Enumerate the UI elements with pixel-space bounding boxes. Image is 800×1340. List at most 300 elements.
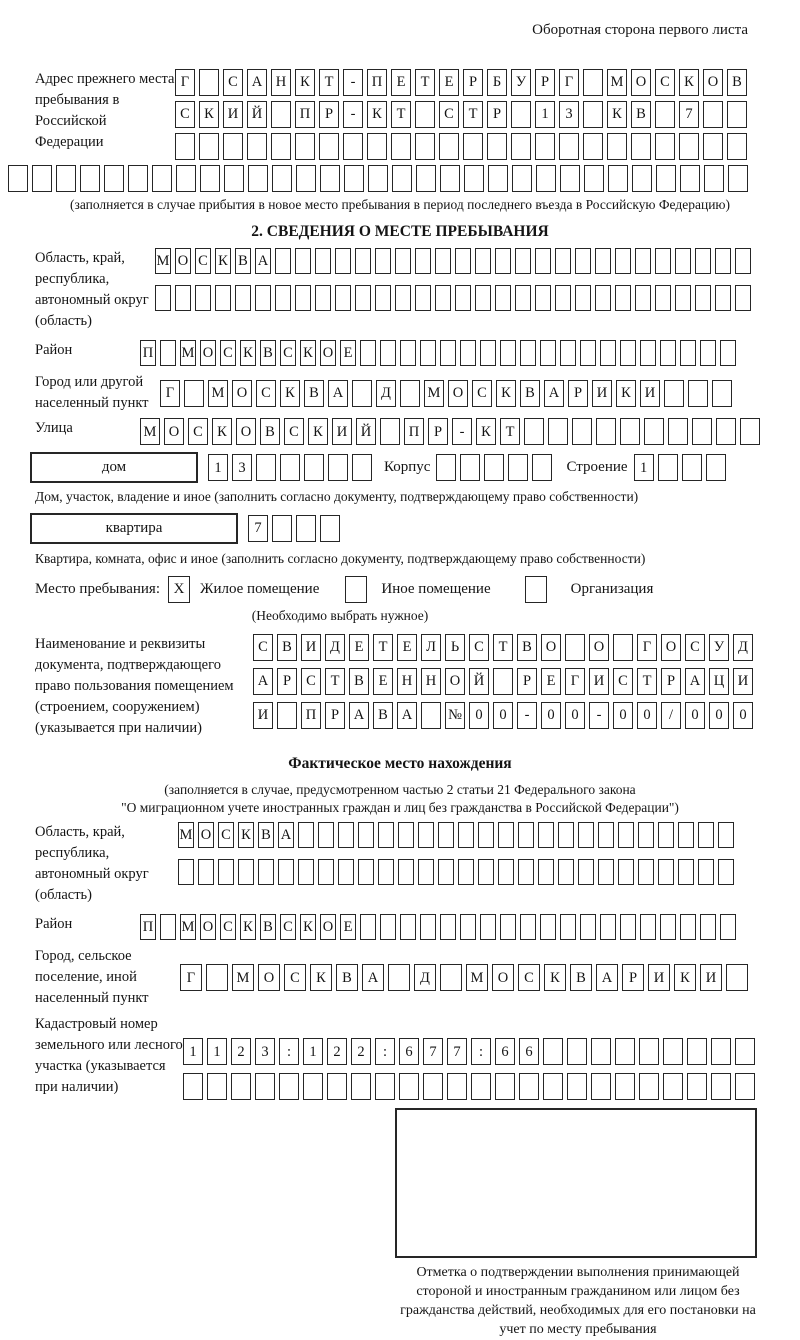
char-box[interactable]: - [343,101,363,128]
char-box[interactable]: Г [180,964,202,991]
char-box[interactable] [296,165,316,192]
char-box[interactable]: И [589,668,609,695]
char-box[interactable]: О [232,380,252,407]
char-box[interactable]: К [679,69,699,96]
char-box[interactable]: Т [637,668,657,695]
char-box[interactable]: В [349,668,369,695]
char-box[interactable]: 1 [634,454,654,481]
char-box[interactable] [663,1073,683,1100]
char-box[interactable] [277,702,297,729]
char-box[interactable]: Р [517,668,537,695]
char-box[interactable]: П [140,340,156,366]
char-box[interactable]: Т [415,69,435,96]
char-box[interactable] [567,1038,587,1065]
char-box[interactable]: - [517,702,537,729]
char-box[interactable]: М [178,822,194,848]
char-box[interactable]: 0 [637,702,657,729]
char-box[interactable] [400,914,416,940]
char-box[interactable] [235,285,251,311]
char-box[interactable] [223,133,243,160]
char-box[interactable]: Г [637,634,657,661]
char-box[interactable] [440,964,462,991]
char-box[interactable]: Н [397,668,417,695]
char-box[interactable] [380,914,396,940]
char-box[interactable] [200,165,220,192]
char-box[interactable] [295,285,311,311]
char-box[interactable]: С [472,380,492,407]
char-box[interactable]: К [300,340,316,366]
char-box[interactable]: 3 [232,454,252,481]
char-box[interactable] [495,248,511,274]
char-box[interactable] [720,914,736,940]
char-box[interactable]: В [570,964,592,991]
char-box[interactable]: В [631,101,651,128]
char-box[interactable] [706,454,726,481]
char-box[interactable] [447,1073,467,1100]
char-box[interactable]: К [476,418,496,445]
char-box[interactable] [298,822,314,848]
char-box[interactable] [735,1038,755,1065]
char-box[interactable] [640,914,656,940]
char-box[interactable] [608,165,628,192]
char-box[interactable] [644,418,664,445]
char-box[interactable]: Й [247,101,267,128]
char-box[interactable] [416,165,436,192]
char-box[interactable] [420,914,436,940]
char-box[interactable] [615,1073,635,1100]
char-box[interactable] [518,859,534,885]
char-box[interactable] [395,248,411,274]
char-box[interactable]: Т [500,418,520,445]
char-box[interactable] [615,248,631,274]
char-box[interactable] [620,418,640,445]
char-box[interactable] [538,859,554,885]
char-box[interactable] [367,133,387,160]
char-box[interactable] [618,822,634,848]
char-box[interactable] [436,454,456,481]
char-box[interactable] [543,1038,563,1065]
char-box[interactable] [400,340,416,366]
char-box[interactable] [275,285,291,311]
char-box[interactable] [271,133,291,160]
char-box[interactable] [183,1073,203,1100]
char-box[interactable] [663,1038,683,1065]
char-box[interactable]: И [700,964,722,991]
char-box[interactable]: В [520,380,540,407]
char-box[interactable]: О [445,668,465,695]
char-box[interactable]: 2 [327,1038,347,1065]
char-box[interactable] [128,165,148,192]
char-box[interactable] [271,101,291,128]
char-box[interactable] [415,101,435,128]
char-box[interactable] [595,285,611,311]
char-box[interactable] [80,165,100,192]
char-box[interactable]: П [404,418,424,445]
char-box[interactable] [735,285,751,311]
char-box[interactable]: 1 [183,1038,203,1065]
char-box[interactable]: У [709,634,729,661]
char-box[interactable] [718,822,734,848]
char-box[interactable]: Т [463,101,483,128]
char-box[interactable] [195,285,211,311]
char-box[interactable] [555,285,571,311]
char-box[interactable]: К [238,822,254,848]
char-box[interactable] [598,859,614,885]
char-box[interactable] [475,248,491,274]
char-box[interactable]: Г [175,69,195,96]
char-box[interactable] [728,165,748,192]
checkbox-residential[interactable]: X [168,576,190,603]
char-box[interactable]: 6 [519,1038,539,1065]
char-box[interactable]: О [258,964,280,991]
char-box[interactable] [303,1073,323,1100]
char-box[interactable] [438,822,454,848]
char-box[interactable] [532,454,552,481]
char-box[interactable]: Ь [445,634,465,661]
char-box[interactable]: Е [373,668,393,695]
char-box[interactable] [655,133,675,160]
char-box[interactable]: А [328,380,348,407]
char-box[interactable]: О [198,822,214,848]
char-box[interactable]: О [320,340,336,366]
char-box[interactable] [583,133,603,160]
char-box[interactable] [415,248,431,274]
char-box[interactable] [511,133,531,160]
char-box[interactable] [440,165,460,192]
char-box[interactable] [8,165,28,192]
char-box[interactable]: М [208,380,228,407]
char-box[interactable]: Е [397,634,417,661]
char-box[interactable]: А [349,702,369,729]
char-box[interactable] [463,133,483,160]
char-box[interactable] [712,380,732,407]
char-box[interactable] [280,454,300,481]
char-box[interactable] [555,248,571,274]
char-box[interactable]: Е [340,914,356,940]
char-box[interactable] [575,248,591,274]
char-box[interactable] [535,133,555,160]
char-box[interactable] [596,418,616,445]
char-box[interactable]: К [300,914,316,940]
char-box[interactable]: В [235,248,251,274]
char-box[interactable]: К [240,340,256,366]
char-box[interactable] [658,454,678,481]
char-box[interactable] [344,165,364,192]
char-box[interactable]: 0 [565,702,585,729]
char-box[interactable]: К [496,380,516,407]
char-box[interactable] [595,248,611,274]
char-box[interactable] [352,380,372,407]
char-box[interactable]: К [544,964,566,991]
char-box[interactable]: Е [439,69,459,96]
char-box[interactable]: 3 [559,101,579,128]
char-box[interactable]: С [439,101,459,128]
char-box[interactable]: Н [421,668,441,695]
char-box[interactable]: О [164,418,184,445]
char-box[interactable]: Д [376,380,396,407]
char-box[interactable]: Р [622,964,644,991]
char-box[interactable] [478,822,494,848]
char-box[interactable] [660,914,676,940]
char-box[interactable] [498,859,514,885]
char-box[interactable] [658,822,674,848]
char-box[interactable] [578,859,594,885]
checkbox-organization[interactable] [525,576,547,603]
char-box[interactable] [315,248,331,274]
char-box[interactable] [655,248,671,274]
char-box[interactable] [327,1073,347,1100]
char-box[interactable] [688,380,708,407]
char-box[interactable] [655,285,671,311]
char-box[interactable]: - [343,69,363,96]
char-box[interactable] [698,822,714,848]
char-box[interactable]: С [218,822,234,848]
char-box[interactable]: 2 [351,1038,371,1065]
char-box[interactable]: Л [421,634,441,661]
char-box[interactable]: 0 [541,702,561,729]
char-box[interactable]: Г [160,380,180,407]
char-box[interactable] [458,822,474,848]
char-box[interactable] [279,1073,299,1100]
char-box[interactable] [360,340,376,366]
char-box[interactable] [480,914,496,940]
char-box[interactable] [335,248,351,274]
char-box[interactable] [704,165,724,192]
char-box[interactable] [500,340,516,366]
char-box[interactable]: П [367,69,387,96]
char-box[interactable] [620,340,636,366]
char-box[interactable]: С [195,248,211,274]
char-box[interactable] [615,285,631,311]
char-box[interactable]: М [180,340,196,366]
char-box[interactable] [538,822,554,848]
char-box[interactable] [668,418,688,445]
char-box[interactable] [591,1038,611,1065]
char-box[interactable] [231,1073,251,1100]
char-box[interactable] [460,914,476,940]
char-box[interactable]: Р [661,668,681,695]
char-box[interactable] [631,133,651,160]
char-box[interactable] [524,418,544,445]
char-box[interactable] [438,859,454,885]
char-box[interactable] [543,1073,563,1100]
char-box[interactable]: 7 [447,1038,467,1065]
char-box[interactable]: К [616,380,636,407]
char-box[interactable]: М [180,914,196,940]
char-box[interactable]: К [212,418,232,445]
char-box[interactable]: - [452,418,472,445]
char-box[interactable]: С [280,914,296,940]
char-box[interactable] [460,340,476,366]
char-box[interactable] [735,248,751,274]
char-box[interactable]: Т [319,69,339,96]
char-box[interactable] [480,340,496,366]
char-box[interactable] [206,964,228,991]
char-box[interactable]: С [284,964,306,991]
char-box[interactable] [613,634,633,661]
char-box[interactable] [675,285,691,311]
char-box[interactable]: С [220,340,236,366]
char-box[interactable] [591,1073,611,1100]
char-box[interactable]: В [277,634,297,661]
char-box[interactable] [175,285,191,311]
char-box[interactable]: К [280,380,300,407]
char-box[interactable] [540,340,556,366]
char-box[interactable] [160,340,176,366]
char-box[interactable] [380,340,396,366]
char-box[interactable]: С [223,69,243,96]
char-box[interactable] [679,133,699,160]
char-box[interactable] [278,859,294,885]
char-box[interactable] [255,1073,275,1100]
char-box[interactable] [420,340,436,366]
char-box[interactable] [421,702,441,729]
char-box[interactable]: М [155,248,171,274]
char-box[interactable] [560,165,580,192]
char-box[interactable]: И [332,418,352,445]
char-box[interactable] [535,248,551,274]
char-box[interactable]: 7 [248,515,268,542]
char-box[interactable] [495,285,511,311]
char-box[interactable]: 1 [303,1038,323,1065]
char-box[interactable]: О [492,964,514,991]
char-box[interactable] [418,822,434,848]
char-box[interactable] [400,380,420,407]
char-box[interactable]: В [336,964,358,991]
char-box[interactable] [215,285,231,311]
char-box[interactable]: № [445,702,465,729]
char-box[interactable] [635,285,651,311]
char-box[interactable]: Й [356,418,376,445]
char-box[interactable] [352,454,372,481]
char-box[interactable] [678,822,694,848]
char-box[interactable]: А [362,964,384,991]
char-box[interactable] [607,133,627,160]
char-box[interactable] [335,285,351,311]
char-box[interactable] [464,165,484,192]
char-box[interactable] [664,380,684,407]
char-box[interactable] [512,165,532,192]
char-box[interactable]: М [232,964,254,991]
char-box[interactable]: В [727,69,747,96]
char-box[interactable] [152,165,172,192]
char-box[interactable] [319,133,339,160]
char-box[interactable]: Н [271,69,291,96]
char-box[interactable] [298,859,314,885]
char-box[interactable]: С [655,69,675,96]
char-box[interactable] [398,822,414,848]
char-box[interactable]: О [589,634,609,661]
char-box[interactable]: В [304,380,324,407]
char-box[interactable]: Г [565,668,585,695]
char-box[interactable]: Й [469,668,489,695]
char-box[interactable]: 3 [255,1038,275,1065]
char-box[interactable] [618,859,634,885]
char-box[interactable] [272,165,292,192]
char-box[interactable]: М [140,418,160,445]
char-box[interactable]: В [260,914,276,940]
char-box[interactable] [515,285,531,311]
char-box[interactable] [368,165,388,192]
char-box[interactable]: И [640,380,660,407]
char-box[interactable] [638,859,654,885]
char-box[interactable]: О [541,634,561,661]
char-box[interactable] [600,914,616,940]
char-box[interactable] [548,418,568,445]
char-box[interactable] [600,340,616,366]
char-box[interactable]: / [661,702,681,729]
char-box[interactable] [682,454,702,481]
char-box[interactable]: 7 [423,1038,443,1065]
char-box[interactable] [388,964,410,991]
char-box[interactable] [519,1073,539,1100]
char-box[interactable]: С [253,634,273,661]
char-box[interactable] [560,340,576,366]
char-box[interactable] [255,285,271,311]
char-box[interactable] [435,285,451,311]
char-box[interactable] [418,859,434,885]
char-box[interactable]: Р [325,702,345,729]
char-box[interactable] [632,165,652,192]
char-box[interactable]: Р [277,668,297,695]
char-box[interactable]: 1 [208,454,228,481]
char-box[interactable] [711,1073,731,1100]
char-box[interactable]: О [703,69,723,96]
char-box[interactable] [598,822,614,848]
char-box[interactable] [343,133,363,160]
char-box[interactable] [248,165,268,192]
char-box[interactable]: О [200,340,216,366]
char-box[interactable] [698,859,714,885]
char-box[interactable] [318,822,334,848]
char-box[interactable] [740,418,760,445]
char-box[interactable] [711,1038,731,1065]
char-box[interactable] [358,859,374,885]
char-box[interactable] [315,285,331,311]
char-box[interactable] [178,859,194,885]
char-box[interactable]: 0 [685,702,705,729]
char-box[interactable] [567,1073,587,1100]
char-box[interactable] [735,1073,755,1100]
char-box[interactable] [160,914,176,940]
char-box[interactable] [559,133,579,160]
char-box[interactable] [535,285,551,311]
char-box[interactable]: К [215,248,231,274]
char-box[interactable] [256,454,276,481]
char-box[interactable]: Ц [709,668,729,695]
char-box[interactable]: 6 [495,1038,515,1065]
char-box[interactable]: С [256,380,276,407]
char-box[interactable]: Р [428,418,448,445]
char-box[interactable]: О [448,380,468,407]
char-box[interactable] [238,859,254,885]
char-box[interactable] [207,1073,227,1100]
char-box[interactable] [318,859,334,885]
char-box[interactable] [572,418,592,445]
char-box[interactable]: М [607,69,627,96]
char-box[interactable] [656,165,676,192]
char-box[interactable] [320,515,340,542]
char-box[interactable] [580,340,596,366]
char-box[interactable]: К [240,914,256,940]
char-box[interactable] [392,165,412,192]
char-box[interactable]: С [613,668,633,695]
char-box[interactable] [500,914,516,940]
char-box[interactable] [703,133,723,160]
char-box[interactable]: - [589,702,609,729]
char-box[interactable]: И [253,702,273,729]
char-box[interactable] [247,133,267,160]
